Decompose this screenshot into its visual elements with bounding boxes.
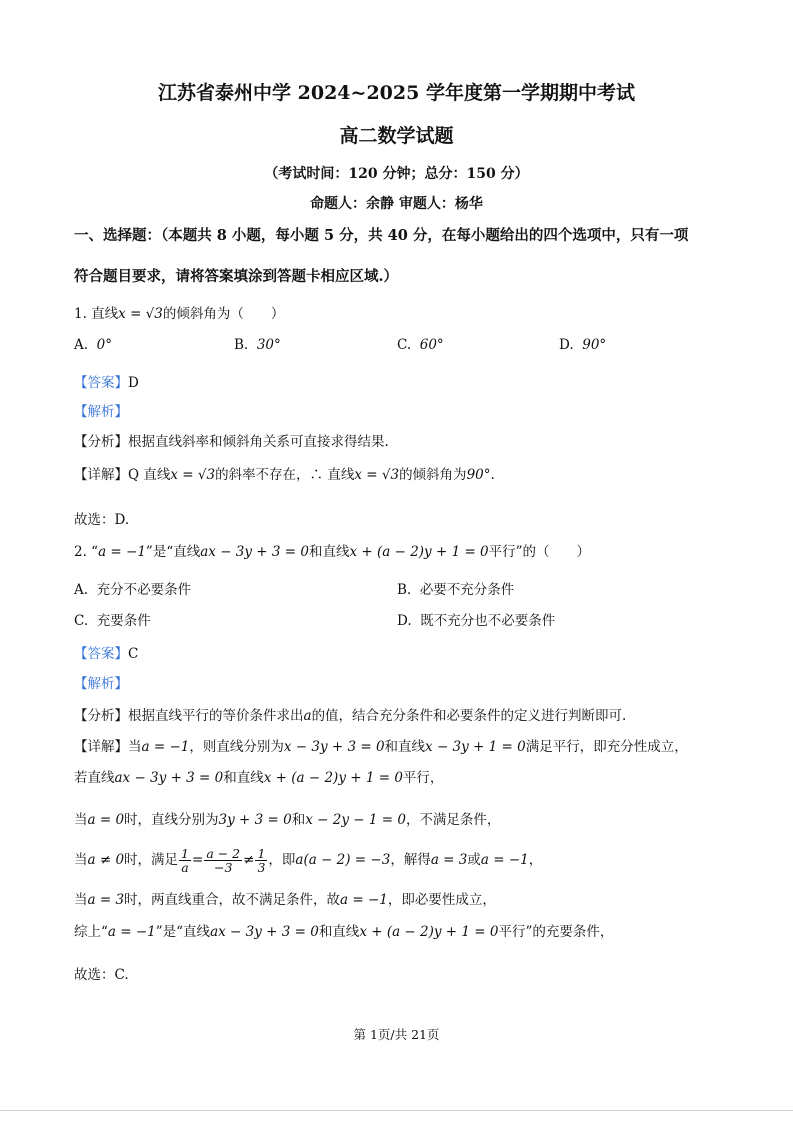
detail-tag: 【详解】 [74, 739, 128, 755]
detail-text: 和直线 [223, 770, 264, 786]
detail-text: 和 [291, 812, 306, 828]
option-value: 60° [419, 337, 444, 353]
detail-text: ，则直线分别为 [189, 739, 284, 755]
section-heading-line2: 符合题目要求，请将答案填涂到答题卡相应区域.） [74, 268, 399, 285]
detail-text: 时，两直线重合，故不满足条件，故 [124, 892, 341, 908]
q2-option-c [74, 609, 151, 629]
q2-detail-line4 [74, 847, 542, 874]
detail-text: 的倾斜角为 [399, 467, 467, 483]
detail-text: ，解得 [390, 852, 431, 869]
q1-option-c [397, 337, 444, 353]
detail-math: x − 2y − 1 = 0 [305, 812, 406, 828]
fenxi-text: 的值，结合充分条件和必要条件的定义进行判断即可. [311, 708, 627, 724]
q2-detail-line5 [74, 888, 496, 908]
q1-suffix: 的倾斜角为（ ） [162, 306, 285, 322]
option-label: B. [397, 582, 412, 598]
page-number: 第 1页/共 21页 [353, 1027, 440, 1042]
option-label: D. [397, 613, 412, 629]
fenxi-text: 根据直线平行的等价条件求出 [128, 708, 304, 724]
fraction [255, 847, 267, 874]
fraction-numerator: 1 [181, 846, 189, 861]
stem-text: 和直线 [308, 544, 350, 560]
option-label: C. [74, 613, 89, 629]
answer-tag: 【答案】 [74, 646, 128, 662]
fraction-denominator: a [181, 860, 189, 876]
bottom-divider [0, 1110, 793, 1111]
answer-tag: 【答案】 [74, 375, 128, 391]
fraction [204, 847, 242, 874]
option-value: 充要条件 [96, 613, 151, 629]
q2-detail-line1 [74, 735, 688, 755]
detail-text: 满足平行，即充分性成立， [525, 739, 688, 755]
detail-math: a = −1 [340, 892, 388, 908]
detail-text: Q 直线 [128, 467, 171, 483]
detail-text: 和直线 [384, 739, 426, 755]
fenxi-math: a [303, 708, 312, 724]
question-2-stem [74, 540, 590, 560]
q1-option-b [234, 337, 281, 353]
detail-text: 平行”的充要条件， [498, 924, 614, 940]
detail-math: x + (a − 2)y + 1 = 0 [359, 924, 499, 940]
detail-text: 当 [128, 739, 142, 755]
q2-detail-line3 [74, 808, 500, 828]
exam-info: （考试时间：120 分钟；总分：150 分） [264, 166, 529, 182]
stem-math: x + (a − 2)y + 1 = 0 [349, 544, 489, 560]
detail-math: 90° [466, 467, 491, 483]
detail-math: x − 3y + 1 = 0 [425, 739, 526, 755]
detail-text: 平行， [402, 770, 444, 786]
detail-text: 当 [74, 852, 88, 869]
detail-text: 综上“ [74, 924, 108, 940]
q1-analysis-tag: 【解析】 [74, 404, 128, 420]
detail-math: x = √3 [354, 467, 400, 483]
option-value: 30° [256, 337, 281, 353]
detail-math: ax − 3y + 3 = 0 [114, 770, 224, 786]
detail-math: a(a − 2) = −3 [295, 852, 391, 869]
q2-option-b [397, 578, 514, 598]
exam-authors: 命题人：余静 审题人：杨华 [310, 196, 483, 212]
q1-fenxi [74, 430, 389, 450]
detail-math: ≠ [243, 852, 255, 869]
stem-text: ”是“直线 [145, 544, 201, 560]
fraction-denominator: 3 [257, 860, 266, 876]
option-label: A. [74, 582, 89, 598]
option-label: D. [559, 337, 574, 353]
option-label: A. [74, 337, 89, 353]
detail-text: 当 [74, 892, 88, 908]
detail-text: 当 [74, 812, 88, 828]
q2-detail-line2 [74, 766, 443, 786]
q2-fenxi [74, 704, 626, 724]
detail-text: 或 [467, 852, 481, 869]
stem-text: 2. “ [74, 544, 99, 560]
q1-option-a [74, 337, 112, 353]
stem-math: ax − 3y + 3 = 0 [200, 544, 309, 560]
fraction [179, 847, 191, 874]
option-value: 充分不必要条件 [96, 582, 192, 598]
detail-math: = [192, 852, 204, 869]
fraction-numerator: 1 [257, 846, 266, 861]
section-heading-line1: 一、选择题：（本题共 8 小题，每小题 5 分，共 40 分，在每小题给出的四个选项中，只有一项 [74, 227, 689, 244]
fenxi-tag: 【分析】 [74, 708, 128, 724]
option-label: B. [234, 337, 249, 353]
q1-choose: 故选：D. [74, 512, 130, 528]
answer-value: D [128, 375, 139, 391]
q2-option-d [397, 609, 555, 629]
exam-title: 江苏省泰州中学 2024~2025 学年度第一学期期中考试 [158, 82, 635, 104]
detail-math: x = √3 [170, 467, 216, 483]
question-1-stem [74, 302, 284, 322]
option-value: 90° [582, 337, 607, 353]
q2-choose: 故选：C. [74, 967, 129, 983]
q2-analysis-tag: 【解析】 [74, 676, 128, 692]
stem-math: a = −1 [98, 544, 146, 560]
q1-prefix: 1. 直线 [74, 306, 119, 322]
q1-detail [74, 463, 495, 483]
option-value: 0° [96, 337, 112, 353]
detail-text: ， [528, 852, 543, 869]
detail-math: 3y + 3 = 0 [218, 812, 292, 828]
q2-option-a [74, 578, 191, 598]
detail-math: ax − 3y + 3 = 0 [210, 924, 319, 940]
detail-math: a = −1 [141, 739, 190, 755]
detail-text: 时，满足 [124, 852, 179, 869]
q2-answer [74, 642, 138, 662]
detail-math: a = 3 [87, 892, 125, 908]
answer-value: C [128, 646, 139, 662]
option-value: 既不充分也不必要条件 [420, 613, 556, 629]
detail-text: 时，直线分别为 [124, 812, 219, 828]
fenxi-tag: 【分析】 [74, 434, 128, 450]
detail-math: a = −1 [480, 852, 529, 869]
detail-text: ，即必要性成立， [387, 892, 496, 908]
detail-math: a = −1 [107, 924, 156, 940]
detail-text: ”是“直线 [155, 924, 211, 940]
fraction-denominator: −3 [214, 860, 233, 876]
detail-math: a = 0 [87, 812, 125, 828]
fraction-numerator: a − 2 [206, 846, 241, 861]
option-label: C. [397, 337, 412, 353]
detail-text: ，不满足条件， [405, 812, 501, 828]
exam-subtitle: 高二数学试题 [339, 125, 454, 147]
detail-text: . [490, 467, 495, 483]
fenxi-text: 根据直线斜率和倾斜角关系可直接求得结果. [128, 434, 389, 450]
detail-text: 的斜率不存在，∴ 直线 [215, 467, 355, 483]
q1-answer [74, 371, 139, 391]
detail-math: a ≠ 0 [87, 852, 125, 869]
q1-math: x = √3 [118, 306, 163, 322]
detail-text: 若直线 [74, 770, 115, 786]
detail-text: 和直线 [318, 924, 360, 940]
stem-text: 平行”的（ ） [488, 544, 591, 560]
q1-option-d [559, 337, 606, 353]
detail-math: x + (a − 2)y + 1 = 0 [263, 770, 403, 786]
option-value: 必要不充分条件 [419, 582, 515, 598]
detail-tag: 【详解】 [74, 467, 128, 483]
q2-detail-line6 [74, 920, 613, 940]
detail-math: x − 3y + 3 = 0 [283, 739, 385, 755]
detail-text: ，即 [268, 852, 296, 869]
detail-math: a = 3 [430, 852, 468, 869]
